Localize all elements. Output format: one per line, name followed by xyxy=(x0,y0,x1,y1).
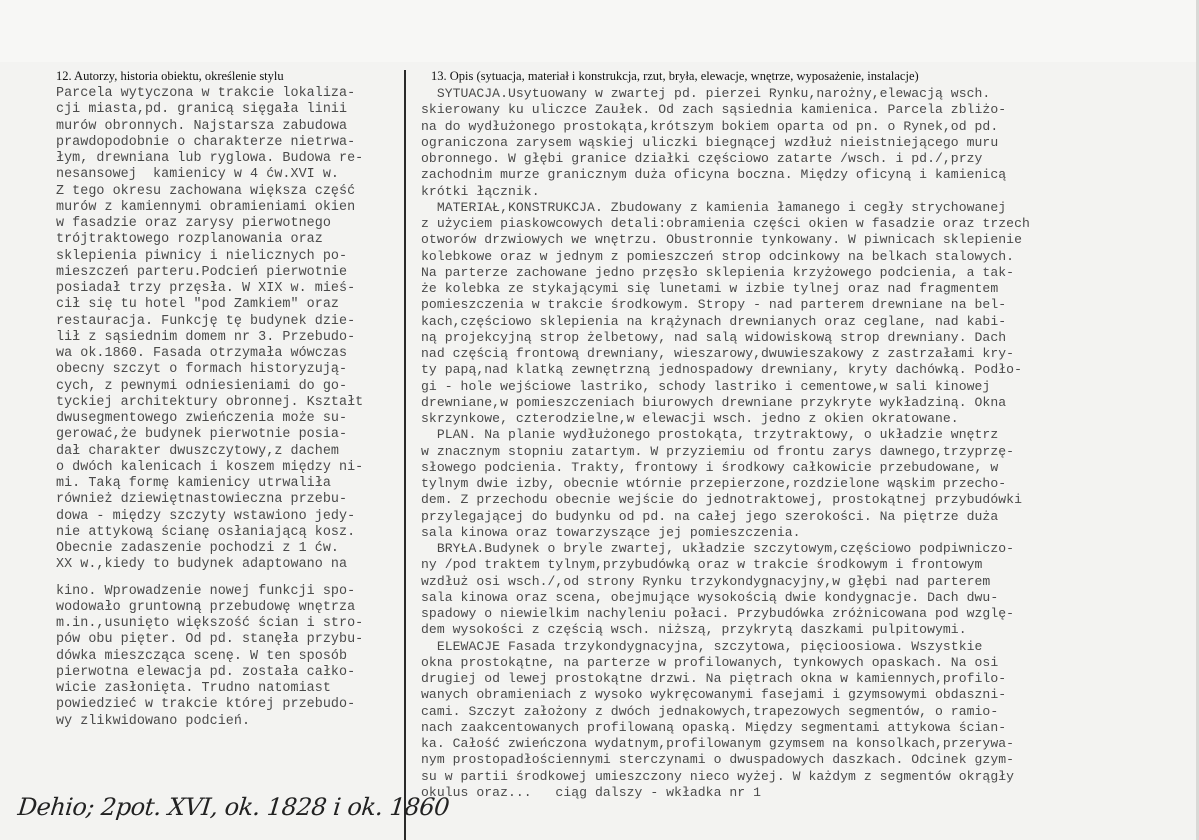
text-line: zachodnim murze granicznym duża oficyna boczna. Między oficyną i kamienicą xyxy=(421,167,1007,183)
text-line: murów z kamiennymi obramieniami okien xyxy=(56,199,356,215)
description-text xyxy=(421,86,1030,801)
text-line: restauracja. Funkcję tę budynek dzie- xyxy=(56,313,356,329)
text-line: Parcela wytyczona w trakcie lokaliza- xyxy=(56,86,356,101)
text-line: tyckiej architektury obronnej. Kształt xyxy=(56,394,364,410)
text-line: przylegającej do budynku od pd. na całej jego szerokości. Na piętrze duża xyxy=(421,508,999,524)
text-line: słowego podcienia. Trakty, frontowy i środkowy całkowicie przebudowane, w xyxy=(421,459,999,475)
text-line: że kolebka ze stykającymi się lunetami w izbie tylnej oraz nad fragmentem xyxy=(421,281,999,296)
text-line: pierwotna elewacja pd. została całko- xyxy=(56,664,356,680)
text-line: cych, z pewnymi odniesieniami do go- xyxy=(56,378,348,394)
text-line: cami. Szczyt założony z dwóch jednakowych,trapezowych segmentów, o ramio- xyxy=(421,703,999,719)
text-line: dał charakter dwuszczytowy,z dachem xyxy=(56,443,339,459)
text-line: sala kinowa oraz towarzyszące jej pomieszczenia. xyxy=(421,524,801,540)
text-line: wicie zasłonięta. Trudno natomiast xyxy=(56,681,331,696)
text-line: dem wysokości z częścią wsch. niższą, przykrytą daszkami pulpitowymi. xyxy=(421,622,967,638)
text-line: wy zlikwidowano podcień. xyxy=(56,713,251,729)
text-line: łym, drewniana lub ryglowa. Budowa re- xyxy=(56,151,364,166)
text-line: skrzynkowe, czterodzielne,w elewacji wsch. jedno z okien okratowane. xyxy=(421,411,959,426)
text-line: ny /pod traktem tylnym,przybudówką oraz w trakcie środkowym i frontowym xyxy=(421,557,983,573)
text-line: krótki łącznik. xyxy=(421,183,540,199)
text-line: BRYŁA.Budynek o bryle zwartej, układzie szczytowym,częściowo podpiwniczo- xyxy=(421,541,1015,556)
text-line: obronnego. W głębi granice działki częściowo zatarte /wsch. i pd./,przy xyxy=(421,151,983,166)
text-line: kolebkowe oraz w jednym z pomieszczeń strop odcinkowy na belkach stalowych. xyxy=(421,248,1015,264)
text-line: wanych obramieniach z wysoko wykręcowanymi fasejami i gzymsowymi obdaszni- xyxy=(421,687,1007,703)
text-line: skierowany ku uliczce Zaułek. Od zach sąsiednia kamienica. Parcela zbliżo- xyxy=(421,102,1007,118)
text-line: Na parterze zachowane jedno przęsło sklepienia krzyżowego podcienia, a tak- xyxy=(421,264,1015,280)
text-line: dwusegmentowego zwieńczenia może su- xyxy=(56,411,348,426)
text-line: dem. Z przechodu obecnie wejście do jednotraktowej, prostokątnej przybudówki xyxy=(421,492,1022,508)
paragraph-gap xyxy=(56,574,363,584)
text-line: okulus oraz... ciąg dalszy - wkładka nr 1 xyxy=(421,784,762,800)
section-13-heading: 13. Opis (sytuacja, materiał i konstrukcja, rzut, bryła, elewacje, wnętrze, wyposażenie, instalacje) xyxy=(431,69,919,83)
text-line: tylnym dwie izby, obecnie wtórnie przepierzone,rozdzielone wąskim przecho- xyxy=(421,476,1007,491)
section-12-heading: 12. Autorzy, historia obiektu, określenie stylu xyxy=(56,69,284,83)
text-line: gerować,że budynek pierwotnie posia- xyxy=(56,427,348,443)
text-line: cji miasta,pd. granicą sięgała linii xyxy=(56,102,348,118)
text-line: obecny szczyt o formach historyzują- xyxy=(56,362,348,378)
text-line: ty papą,nad klatką zewnętrzną jednospadowy drewniany, kryty dachówką. Podło- xyxy=(421,362,1022,378)
text-line: ka. Całość zwieńczona wydatnym,profilowanym gzymsem na konsolkach,przerywa- xyxy=(421,736,1015,751)
text-line: na do wydłużonego prostokąta,krótszym bokiem oparta od pn. o Rynek,od pd. xyxy=(421,118,999,134)
text-line: SYTUACJA.Usytuowany w zwartej pd. pierzei Rynku,narożny,elewacją wsch. xyxy=(421,86,991,101)
text-line: nym prostopadłościennymi sterczynami o dwuspadowych daszkach. Odcinek gzym- xyxy=(421,752,1015,768)
text-line: m.in.,usunięto większość ścian i stro- xyxy=(56,616,364,631)
text-line: lił z sąsiednim domem nr 3. Przebudo- xyxy=(56,329,356,345)
text-line: nach zaakcentowanych profilowaną opaską. Między segmentami attykowa ścian- xyxy=(421,719,1007,735)
text-line: w znacznym stopniu zatartym. W przyziemiu od frontu zarys dawnego,trzyprzę- xyxy=(421,443,1015,459)
text-line: cił się tu hotel "pod Zamkiem" oraz xyxy=(56,297,339,313)
text-line: MATERIAŁ,KONSTRUKCJA. Zbudowany z kamienia łamanego i cegły strychowanej xyxy=(421,199,1007,215)
text-line: w fasadzie oraz zarysy pierwotnego xyxy=(56,216,331,231)
text-line: wa ok.1860. Fasada otrzymała wówczas xyxy=(56,346,348,361)
text-line: nad częścią frontową drewniany, wieszarowy,dwuwieszakowy z zastrzałami kry- xyxy=(421,346,1015,361)
text-line: ELEWACJE Fasada trzykondygnacyjna, szczytowa, pięcioosiowa. Wszystkie xyxy=(421,638,983,654)
text-line: drewniane,w pomieszczeniach biurowych drewniane przykryte wykładziną. Okna xyxy=(421,394,1007,410)
text-line: wzdłuż osi wsch./,od strony Rynku trzykondygnacyjny,w głębi nad parterem xyxy=(421,573,991,589)
text-line: Z tego okresu zachowana większa część xyxy=(56,183,356,199)
text-line: prawdopodobnie o charakterze nietrwa- xyxy=(56,134,356,150)
column-divider xyxy=(404,70,406,840)
text-line: spadowy o niewielkim nachyleniu połaci. Przybudówka zróżnicowana pod wzglę- xyxy=(421,606,1015,621)
text-line: murów obronnych. Najstarsza zabudowa xyxy=(56,118,348,134)
text-line: nie attykową ścianę osłaniającą kosz. xyxy=(56,524,356,540)
text-line: powiedzieć w trakcie której przebudo- xyxy=(56,697,356,713)
text-line: mi. Taką formę kamienicy utrwaliła xyxy=(56,476,331,491)
text-line: sklepienia piwnicy i nielicznych po- xyxy=(56,248,348,264)
text-line: sala kinowa oraz scena, obejmujące wysokością dwie kondygnacje. Dach dwu- xyxy=(421,589,999,605)
text-line: drugiej od lewej prostokątne drzwi. Na piętrach okna w kamiennych,profilo- xyxy=(421,671,1007,686)
text-line: dowa - między szczyty wstawiono jedy- xyxy=(56,508,356,524)
text-line: XX w.,kiedy to budynek adaptowano na xyxy=(56,557,348,573)
text-line: su w partii środkowej umieszczony nieco wyżej. W każdym z segmentów okrągły xyxy=(421,768,1015,784)
text-line: pów obu pięter. Od pd. stanęła przybu- xyxy=(56,632,364,648)
text-line: Obecnie zadaszenie pochodzi z 1 ćw. xyxy=(56,541,339,556)
text-line: mieszczeń parteru.Podcień pierwotnie xyxy=(56,264,348,280)
text-line: kach,częściowo sklepienia na krążynach drewnianych oraz ceglane, nad kabi- xyxy=(421,313,1007,329)
text-line: trójtraktowego rozplanowania oraz xyxy=(56,232,323,248)
text-line: okna prostokątne, na parterze w profilowanych, tynkowych opaskach. Na osi xyxy=(421,654,999,670)
text-line: posiadał trzy przęsła. W XIX w. mieś- xyxy=(56,281,356,296)
text-line: PLAN. Na planie wydłużonego prostokąta, trzytraktowy, o układzie wnętrz xyxy=(421,427,999,443)
text-line: pomieszczenia w trakcie środkowym. Stropy - nad parterem drewniane na bel- xyxy=(421,297,1007,313)
top-margin xyxy=(0,0,1199,62)
text-line: ograniczona zarysem wąskiej uliczki biegnącej wzdłuż nieistniejącego muru xyxy=(421,134,999,150)
text-line: dówka mieszcząca scenę. W ten sposób xyxy=(56,648,348,664)
text-line: otworów drzwiowych we wnętrzu. Obustronnie tynkowany. W piwnicach sklepienie xyxy=(421,232,1022,248)
text-line: również dziewiętnastowieczna przebu- xyxy=(56,492,348,508)
text-line: z użyciem piaskowcowych detali:obramienia części okien w fasadzie oraz trzech xyxy=(421,216,1030,231)
text-line: ną projekcyjną strop żelbetowy, nad salą widowiskową strop drewniany. Dach xyxy=(421,329,1007,345)
text-line: gi - hole wejściowe lastriko, schody lastriko i cementowe,w sali kinowej xyxy=(421,378,991,394)
text-line: kino. Wprowadzenie nowej funkcji spo- xyxy=(56,583,356,599)
text-line: o dwóch kalenicach i koszem między ni- xyxy=(56,459,364,475)
history-text xyxy=(56,86,363,730)
text-line: nesansowej kamienicy w 4 ćw.XVI w. xyxy=(56,167,339,183)
text-line: wodowało gruntowną przebudowę wnętrza xyxy=(56,599,356,615)
handwritten-note: Dehio; 2pot. XVI, ok. 1828 i ok. 1860 xyxy=(16,793,451,821)
